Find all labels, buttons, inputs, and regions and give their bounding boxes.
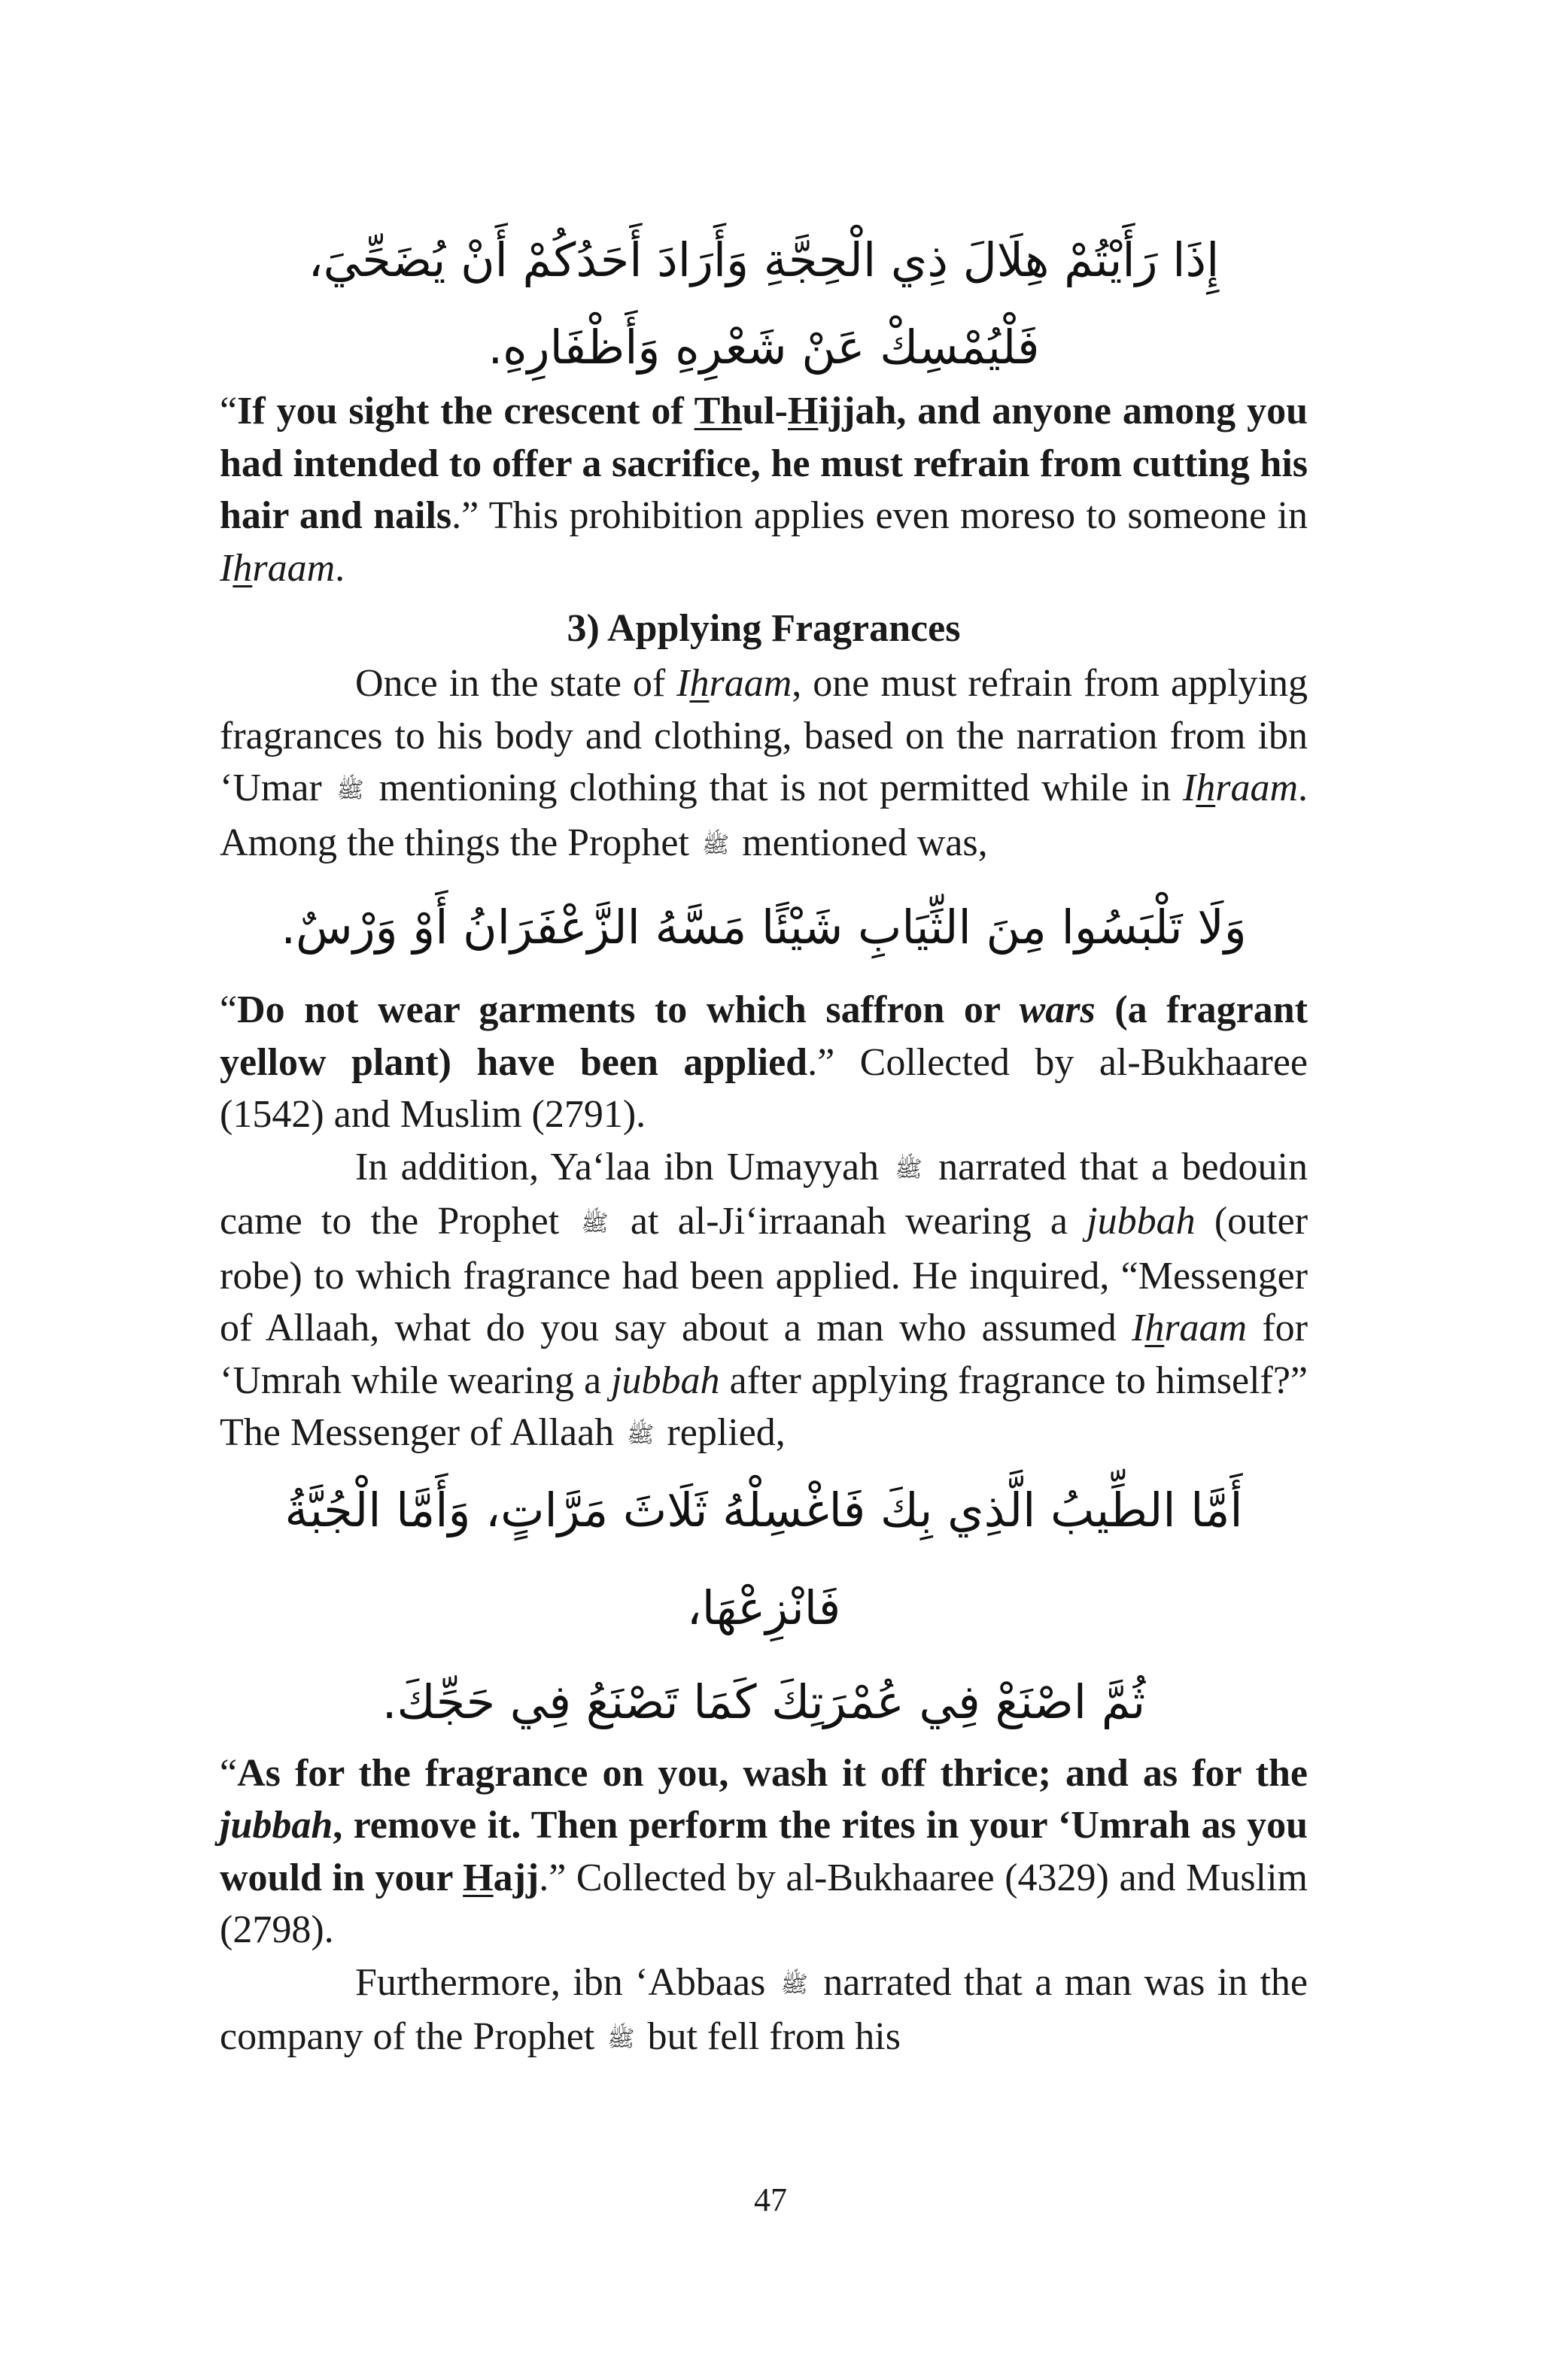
arabic-hadith-1-line-1: إِذَا رَأَيْتُمْ هِلَالَ ذِي الْحِجَّةِ وَأَرَادَ أَحَدُكُمْ أَنْ يُضَحِّيَ، xyxy=(308,232,1220,287)
paragraph-fragrances xyxy=(220,657,1308,871)
italic-text: I xyxy=(1182,767,1196,809)
honorific-icon: ﷺ xyxy=(336,777,364,803)
arabic-hadith-2: وَلَا تَلْبَسُوا مِنَ الثِّيَابِ شَيْئًا مَسَّهُ الزَّعْفَرَانُ أَوْ وَرْسٌ. xyxy=(281,900,1247,955)
page-number: 47 xyxy=(754,2181,787,2218)
body-text: , one must refrain from applying fragrances to his body and clothing, based on the narration from ibn ‘Umar xyxy=(220,662,1308,809)
body-text: Furthermore, ibn ‘Abbaas xyxy=(355,1960,766,2004)
honorific-icon: ﷺ xyxy=(701,831,730,858)
paragraph-bedouin xyxy=(220,1141,1308,1462)
italic-text: raam xyxy=(252,546,336,590)
paragraph-crescent xyxy=(220,385,1308,594)
section-heading: 3) Applying Fragrances xyxy=(567,607,961,650)
honorific-icon: ﷺ xyxy=(607,2026,635,2052)
body-text: narrated that a bedouin came to the Prophet xyxy=(220,1145,1308,1243)
bold-text: Do not wear garments to which saffron or xyxy=(237,988,1020,1031)
honorific-icon: ﷺ xyxy=(895,1155,922,1182)
underlined-text: Th xyxy=(694,390,743,433)
underlined-text: h xyxy=(689,662,710,705)
paragraph-wash-thrice xyxy=(220,1747,1308,1957)
honorific-icon: ﷺ xyxy=(780,1971,808,1998)
underlined-text: H xyxy=(787,390,819,433)
page-body xyxy=(220,211,1308,2066)
body-text: .” Collected by al-Bukhaaree (1542) and Muslim (2791). xyxy=(220,1040,1308,1136)
arabic-hadith-1-line-2: فَلْيُمْسِكْ عَنْ شَعْرِهِ وَأَظْفَارِهِ. xyxy=(488,320,1040,375)
bold-text: ajj xyxy=(493,1856,540,1899)
quote-mark: “ xyxy=(220,390,238,433)
bold-text: ijjah, and anyone among you had intended to offer a sacrifice, he must refrain from cutting his hair and nails xyxy=(220,390,1308,537)
body-text: but fell from his xyxy=(647,2015,901,2058)
body-text: narrated that a man was in the company of the Prophet xyxy=(220,1960,1308,2058)
honorific-icon: ﷺ xyxy=(627,1422,655,1448)
body-text: .” Collected by al-Bukhaaree (4329) and Muslim (2798). xyxy=(220,1856,1308,1951)
italic-text: jubbah xyxy=(1087,1200,1196,1243)
italic-text: I xyxy=(220,546,233,590)
underlined-text: H xyxy=(463,1856,494,1899)
italic-text: raam xyxy=(1215,767,1298,809)
italic-text: raam xyxy=(709,662,792,705)
arabic-hadith-3-line-2: ثُمَّ اصْنَعْ فِي عُمْرَتِكَ كَمَا تَصْنَعُ فِي حَجِّكَ. xyxy=(381,1674,1146,1729)
bold-italic-text: wars xyxy=(1019,988,1096,1031)
arabic-hadith-3-line-1: أَمَّا الطِّيبُ الَّذِي بِكَ فَاغْسِلْهُ ثَلَاثَ مَرَّاتٍ، وَأَمَّا الْجُبَّةُ فَانْزِعْهَا، xyxy=(284,1482,1243,1635)
quote-mark: “ xyxy=(220,988,238,1031)
paragraph-ibn-abbaas xyxy=(220,1957,1308,2066)
underlined-text: h xyxy=(233,546,253,590)
italic-text: I xyxy=(1131,1307,1145,1349)
body-text: for ‘Umrah while wearing a xyxy=(220,1307,1308,1402)
bold-italic-text: jubbah xyxy=(220,1804,333,1847)
body-text: (outer robe) to which fragrance had been applied. He inquired, “Messenger of Allaah, what do you say about a man who assumed xyxy=(220,1200,1308,1349)
body-text: .” This prohibition applies even moreso to someone in xyxy=(451,494,1308,537)
body-text: In addition, Ya‘laa ibn Umayyah xyxy=(355,1145,880,1188)
bold-text: ul- xyxy=(742,390,788,433)
body-text: mentioning clothing that is not permitted while in xyxy=(378,767,1183,809)
body-text: replied, xyxy=(667,1411,786,1454)
bold-text: , remove it. Then perform the rites in your ‘Umrah as you would in your xyxy=(220,1804,1308,1899)
bold-text: As for the fragrance on you, wash it off thrice; and as for the xyxy=(237,1751,1308,1795)
italic-text: I xyxy=(676,662,690,705)
honorific-icon: ﷺ xyxy=(581,1210,609,1237)
body-text: . xyxy=(335,546,345,590)
quote-mark: “ xyxy=(220,1751,238,1795)
underlined-text: h xyxy=(1144,1307,1165,1349)
body-text: Once in the state of xyxy=(355,662,677,705)
italic-text: raam xyxy=(1164,1307,1248,1349)
italic-text: jubbah xyxy=(611,1358,720,1402)
body-text: after applying fragrance to himself?” The Messenger of Allaah xyxy=(220,1358,1308,1454)
bold-text: (a fragrant yellow plant) have been applied xyxy=(220,988,1308,1084)
bold-text: If you sight the crescent of xyxy=(237,390,695,433)
body-text: at al-Ji‘irraanah wearing a xyxy=(630,1200,1087,1243)
paragraph-saffron xyxy=(220,984,1308,1141)
underlined-text: h xyxy=(1196,767,1216,809)
body-text: mentioned was, xyxy=(742,821,988,864)
body-text: . Among the things the Prophet xyxy=(220,767,1308,864)
